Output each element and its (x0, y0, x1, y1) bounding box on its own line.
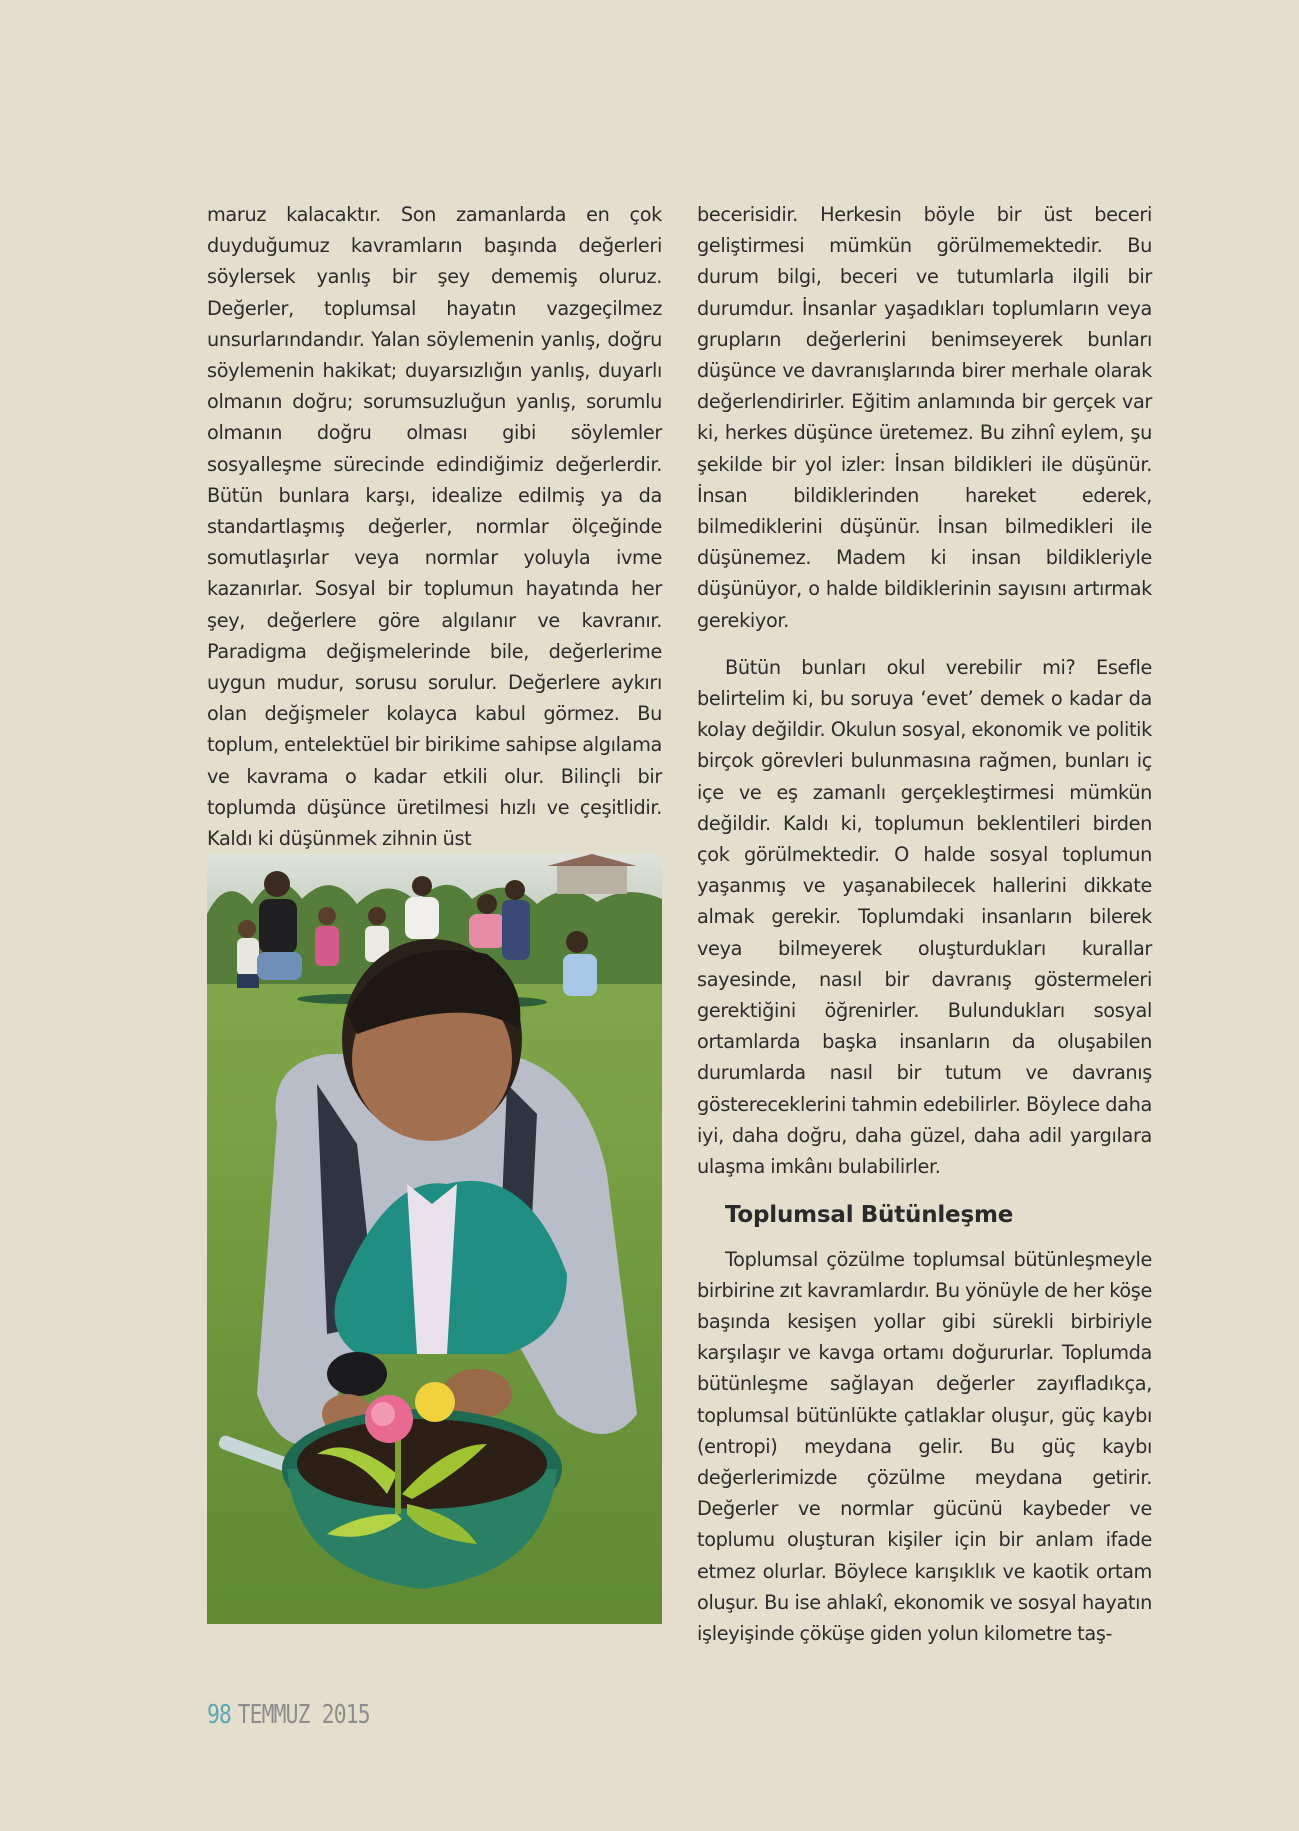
section-heading: Toplumsal Bütünleşme (725, 1202, 1014, 1229)
body-paragraph: becerisidir. Herkesin böyle bir üst beceri geliştirmesi mümkün görülmemektedir. Bu durum bilgi, beceri ve tutumlarla ilgili bir durumdur. İnsanlar yaşadıkları toplumların veya grupların değerlerini benimseyerek bunları düşünce ve davranışlarında birer merhale olarak değerlendirirler. Eğitim anlamında bir gerçek var ki, herkes düşünce üretemez. Bu zihnî eylem, şu şekilde bir yol izler: İnsan bildikleri ile düşünür. İnsan bildiklerinden hareket ederek, bilmediklerini düşünür. İnsan bilmedikleri ile düşünemez. Madem ki insan bildikleriyle düşünüyor, o halde bildiklerinin sayısını artırmak gerekiyor. (697, 203, 1152, 632)
page-footer (207, 1700, 370, 1730)
left-column (207, 199, 662, 854)
page-number: 98 (207, 1700, 232, 1730)
body-paragraph: maruz kalacaktır. Son zamanlarda en çok duyduğumuz kavramların başında değerleri söylersek yanlış bir şey dememiş oluruz. Değerler, toplumsal hayatın vazgeçilmez unsurlarındandır. Yalan söylemenin yanlış, doğru söylemenin hakikat; duyarsızlığın yanlış, duyarlı olmanın doğru; sorumsuzluğun yanlış, sorumlu olmanın doğru olması gibi söylemler sosyalleşme sürecinde edindiğimiz değerlerdir. Bütün bunlara karşı, idealize edilmiş ya da standartlaşmış değerler, normlar ölçeğinde somutlaşırlar veya normlar yoluyla ivme kazanırlar. Sosyal bir toplumun hayatında her şey, değerlere göre algılanır ve kavranır. Paradigma değişmelerinde bile, değerlerime uygun mudur, sorusu sorulur. Değerlere aykırı olan değişmeler kolayca kabul görmez. Bu toplum, entelektüel bir birikime sahipse algılama ve kavrama o kadar etkili olur. Bilinçli bir toplumda düşünce üretilmesi hızlı ve çeşitlidir. Kaldı ki düşünmek zihnin üst (207, 203, 662, 851)
issue-date: TEMMUZ 2015 (237, 1700, 370, 1730)
right-column (697, 199, 1152, 1649)
body-paragraph: Toplumsal çözülme toplumsal bütünleşmeyle birbirine zıt kavramlardır. Bu yönüyle de her köşe başında kesişen yollar gibi sürekli birbiriyle karşılaşır ve kavga ortamı doğururlar. Toplumda bütünleşme sağlayan değerler zayıfladıkça, toplumsal bütünlükte çatlaklar oluşur, güç kaybı (entropi) meydana gelir. Bu güç kaybı değerlerimizde çözülme meydana getirir. Değerler ve normlar gücünü kaybeder ve toplumu oluşturan kişiler için bir anlam ifade etmez olurlar. Böylece karışıklık ve kaotik ortam oluşur. Bu ise ahlakî, ekonomik ve sosyal hayatın işleyişinde çöküşe giden yolun kilometre taş- (697, 1247, 1152, 1645)
photo-illustration (207, 854, 662, 1624)
body-paragraph: Bütün bunları okul verebilir mi? Esefle belirtelim ki, bu soruya ‘evet’ demek o kadar da kolay değildir. Okulun sosyal, ekonomik ve politik birçok görevleri bulunmasına rağmen, bunları iç içe ve eş zamanlı gerçekleştirmesi mümkün değildir. Kaldı ki, toplumun beklentileri birden çok görülmektedir. O halde sosyal toplumun yaşanmış ve yaşanabilecek hallerini dikkate almak gerekir. Toplumdaki insanların bilerek veya bilmeyerek oluşturdukları kurallar sayesinde, nasıl bir davranış göstermeleri gerektiğini öğrenirler. Bulundukları sosyal ortamlarda başka insanların da oluşabilen durumlarda nasıl bir tutum ve davranış göstereceklerini tahmin edebilirler. Böylece daha iyi, daha doğru, daha güzel, daha adil yargılara ulaşma imkânı bulabilirler. (697, 655, 1152, 1179)
photo-children-planting-flowers (207, 854, 662, 1624)
